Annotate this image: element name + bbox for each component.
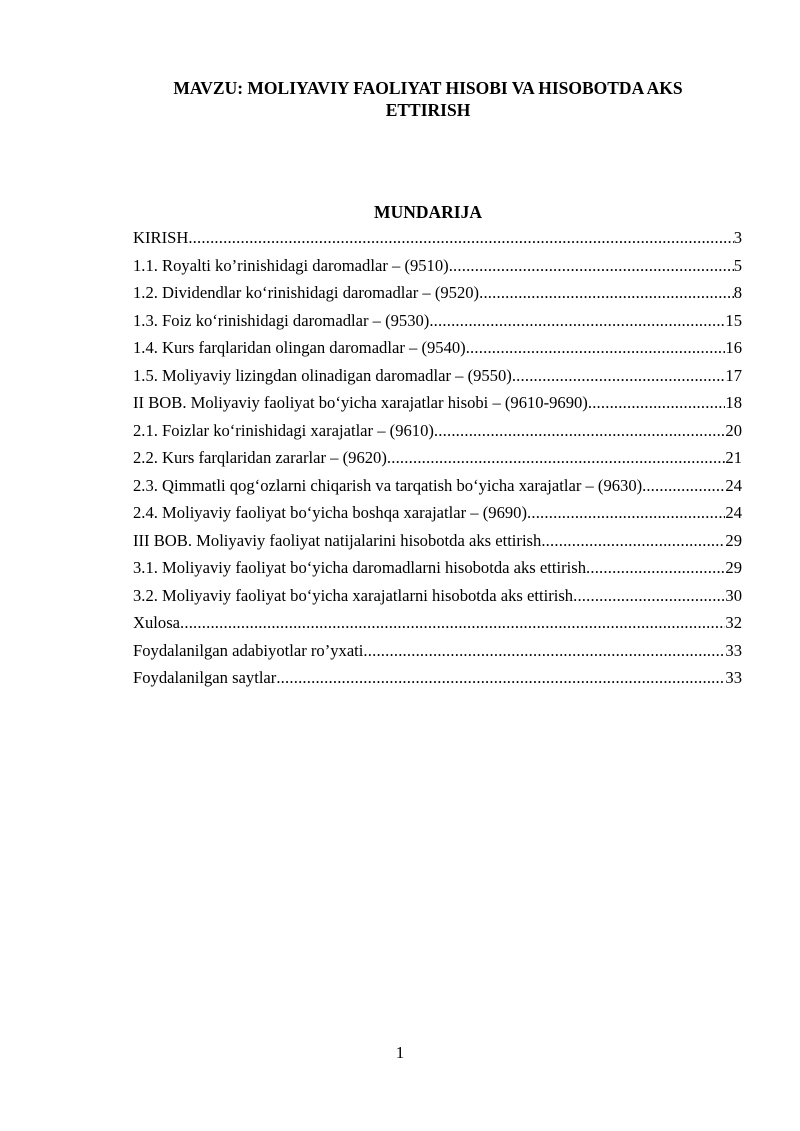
toc-dot-leader: [387, 444, 726, 472]
toc-entry-title: 1.4. Kurs farqlaridan olingan daromadlar – (9540): [133, 338, 466, 357]
toc-entry-page: 32: [725, 613, 742, 632]
toc-entry-title: 2.4. Moliyaviy faoliyat bo‘yicha boshqa xarajatlar – (9690): [133, 503, 527, 522]
toc-entry-page: 18: [725, 393, 742, 412]
toc-entry-title: KIRISH: [133, 228, 189, 247]
toc-entry: [133, 554, 742, 582]
toc-entry: [133, 664, 742, 692]
toc-entry-page: 17: [725, 365, 742, 385]
toc-heading: MUNDARIJA: [374, 202, 482, 222]
toc-entry: [133, 499, 742, 527]
document-title: [100, 77, 756, 121]
toc-entry-page: 15: [725, 310, 742, 330]
toc-entry: [133, 527, 742, 555]
toc-entry: [133, 472, 742, 500]
toc-dot-leader: [434, 417, 725, 445]
page-number: 1: [395, 1043, 405, 1062]
toc-entry: [133, 637, 742, 665]
toc-entry-title: II BOB. Moliyaviy faoliyat bo‘yicha xarajatlar hisobi – (9610-9690): [133, 393, 588, 412]
toc-entry: [133, 444, 742, 472]
toc-entry: [133, 389, 742, 417]
toc-entry-title: Foydalanilgan saytlar: [133, 668, 277, 687]
toc-entry-title: 2.1. Foizlar ko‘rinishidagi xarajatlar – (9610): [133, 420, 434, 440]
toc-dot-leader: [479, 279, 734, 307]
toc-dot-leader: [180, 609, 725, 637]
toc-entry-title: Xulosa: [133, 613, 181, 632]
toc-dot-leader: [276, 664, 725, 692]
toc-entry-page: 3: [733, 228, 742, 247]
toc-dot-leader: [646, 472, 725, 500]
toc-entry-title: 2.2. Kurs farqlaridan zararlar – (9620): [133, 448, 387, 467]
toc-entry: [133, 334, 742, 362]
toc-entry: [133, 582, 742, 610]
toc-dot-leader: [527, 499, 725, 527]
toc-entry-title: III BOB. Moliyaviy faoliyat natijalarini hisobotda aks ettirish: [133, 530, 542, 550]
toc-entry-title: 1.5. Moliyaviy lizingdan olinadigan daromadlar – (9550): [133, 365, 512, 385]
toc-entry: [133, 417, 742, 445]
toc-entry-page: 30: [725, 585, 742, 605]
toc-dot-leader: [586, 554, 725, 582]
toc-dot-leader: [588, 389, 726, 417]
toc-entry: [133, 279, 742, 307]
toc-entry-page: 24: [725, 475, 742, 495]
toc-entry-page: 29: [725, 558, 742, 577]
toc-dot-leader: [573, 582, 725, 610]
toc-dot-leader: [449, 252, 734, 280]
toc-entry-title: 1.1. Royalti ko’rinishidagi daromadlar – (9510): [133, 255, 449, 275]
toc-entry-page: 16: [725, 338, 742, 357]
toc-entry: [133, 307, 742, 335]
document-title-line-1: MAVZU: MOLIYAVIY FAOLIYAT HISOBI VA HISOBOTDA AKS: [173, 78, 683, 98]
toc-entry-page: 33: [725, 640, 742, 660]
toc-entry-page: 21: [725, 448, 742, 467]
toc-entry: [133, 224, 742, 252]
toc-entry-title: 1.3. Foiz ko‘rinishidagi daromadlar – (9530): [133, 310, 430, 330]
document-title-line-2: ETTIRISH: [385, 100, 471, 120]
toc-entry-page: 33: [725, 668, 742, 687]
toc-entry: [133, 252, 742, 280]
toc-entry-title: 3.2. Moliyaviy faoliyat bo‘yicha xarajatlarni hisobotda aks ettirish: [133, 585, 574, 605]
toc-entry: [133, 609, 742, 637]
toc-dot-leader: [541, 527, 725, 555]
toc-entry-page: 29: [725, 530, 742, 550]
toc-dot-leader: [188, 224, 733, 252]
table-of-contents: [133, 224, 742, 692]
toc-dot-leader: [363, 637, 725, 665]
toc-dot-leader: [466, 334, 726, 362]
toc-entry-title: 2.3. Qimmatli qog‘ozlarni chiqarish va tarqatish bo‘yicha xarajatlar – (9630).: [133, 475, 647, 495]
toc-entry-title: 1.2. Dividendlar ko‘rinishidagi daromadlar – (9520): [133, 283, 480, 302]
toc-entry-page: 20: [725, 420, 742, 440]
toc-entry-title: Foydalanilgan adabiyotlar ro’yxati: [133, 640, 364, 660]
toc-entry-page: 5: [733, 255, 742, 275]
toc-entry-page: 24: [725, 503, 742, 522]
toc-entry-title: 3.1. Moliyaviy faoliyat bo‘yicha daromadlarni hisobotda aks ettirish: [133, 558, 586, 577]
toc-dot-leader: [429, 307, 725, 335]
toc-dot-leader: [512, 362, 726, 390]
toc-entry: [133, 362, 742, 390]
toc-entry-page: 8: [733, 283, 742, 302]
